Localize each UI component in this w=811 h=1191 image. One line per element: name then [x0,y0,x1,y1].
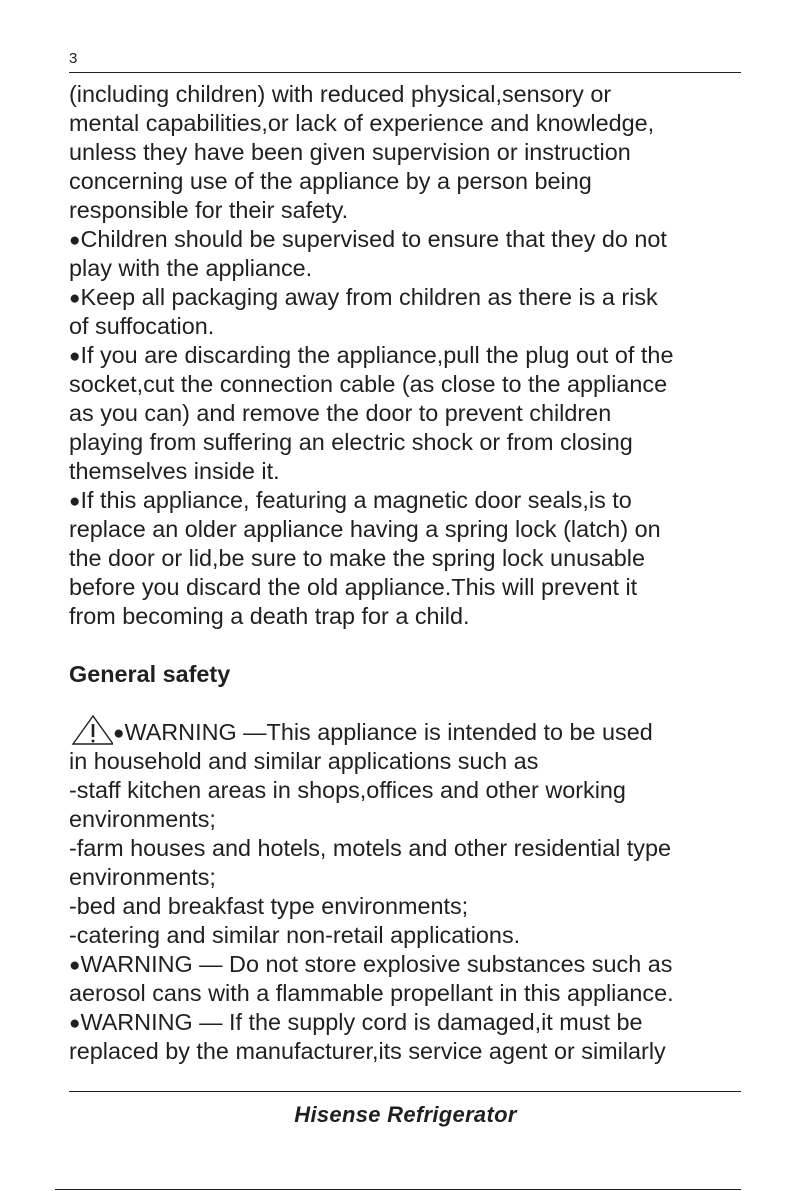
page-content [69,80,749,1066]
bullet-icon: ● [69,955,81,976]
application-line: -bed and breakfast type environments; [69,893,469,919]
footer-rule [69,1091,741,1092]
bullet-icon: ● [69,1013,81,1034]
body-line: (including children) with reduced physical,sensory or [69,81,612,107]
bullet-item-packaging [69,283,749,312]
page-edge-rule [55,1189,741,1190]
warning-item-explosive [69,950,749,979]
body-line: in household and similar applications such as [69,748,539,774]
body-line: as you can) and remove the door to prevent children [69,400,612,426]
warning-triangle-icon [69,718,113,747]
application-line: environments; [69,864,216,890]
warning-text: WARNING — If the supply cord is damaged,it must be [80,1009,643,1035]
spacer [69,631,749,660]
application-line: -staff kitchen areas in shops,offices and other working [69,777,626,803]
body-line: of suffocation. [69,313,215,339]
section-heading: General safety [69,661,231,687]
bullet-icon: ● [69,288,81,309]
body-line: responsible for their safety. [69,197,349,223]
bullet-text: Keep all packaging away from children as there is a risk [80,284,658,310]
spacer [69,689,749,718]
header-rule [69,72,741,73]
application-line: -farm houses and hotels, motels and other residential type [69,835,671,861]
body-line: aerosol cans with a flammable propellant in this appliance. [69,980,674,1006]
warning-item-intended-use [69,718,749,747]
warning-text: WARNING —This appliance is intended to be used [124,719,653,745]
bullet-item-children [69,225,749,254]
bullet-text: Children should be supervised to ensure that they do not [80,226,667,252]
bullet-text: If this appliance, featuring a magnetic door seals,is to [80,487,632,513]
body-line: play with the appliance. [69,255,313,281]
body-line: mental capabilities,or lack of experience and knowledge, [69,110,655,136]
bullet-item-magnetic [69,486,749,515]
application-line: -catering and similar non-retail applications. [69,922,521,948]
application-line: environments; [69,806,216,832]
warning-item-supply-cord [69,1008,749,1037]
body-line: socket,cut the connection cable (as close to the appliance [69,371,668,397]
page-number: 3 [69,50,78,67]
body-line: from becoming a death trap for a child. [69,603,470,629]
bullet-text: If you are discarding the appliance,pull the plug out of the [80,342,674,368]
body-line: themselves inside it. [69,458,280,484]
bullet-icon: ● [69,230,81,251]
body-line: concerning use of the appliance by a person being [69,168,592,194]
bullet-icon: ● [69,491,81,512]
bullet-icon: ● [69,346,81,367]
body-line: the door or lid,be sure to make the spring lock unusable [69,545,646,571]
bullet-icon: ● [113,723,125,744]
body-line: before you discard the old appliance.This will prevent it [69,574,638,600]
body-line: unless they have been given supervision or instruction [69,139,631,165]
body-line: replace an older appliance having a spring lock (latch) on [69,516,661,542]
footer-brand: Hisense Refrigerator [294,1102,517,1127]
bullet-item-discarding [69,341,749,370]
body-line: replaced by the manufacturer,its service agent or similarly [69,1038,666,1064]
body-line: playing from suffering an electric shock or from closing [69,429,633,455]
warning-text: WARNING — Do not store explosive substances such as [80,951,673,977]
